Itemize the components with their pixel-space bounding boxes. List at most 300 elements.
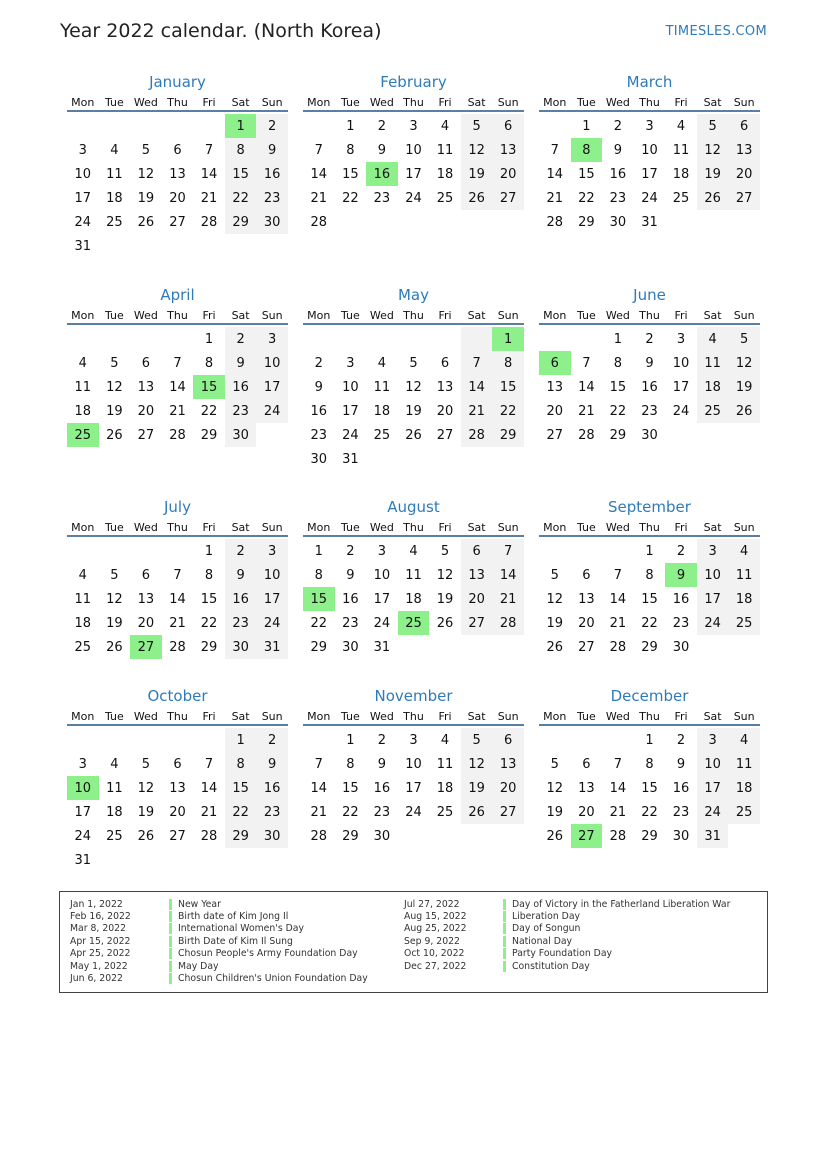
day-cell: 25 (697, 399, 729, 423)
day-cell: 21 (546, 190, 564, 206)
day-cell: 22 (200, 403, 218, 419)
day-cell: 24 (697, 611, 729, 635)
day-cell: 28 (310, 828, 328, 844)
day-cell: 23 (672, 615, 690, 631)
day-cell: 25 (436, 804, 454, 820)
day-cell: 25 (106, 828, 123, 844)
holiday-date: Apr 15, 2022 (70, 935, 131, 947)
day-cell: 19 (137, 190, 155, 206)
holiday-name: Chosun Children's Union Foundation Day (178, 973, 368, 985)
weekday-label: Sun (733, 710, 755, 723)
day-cell: 31 (641, 214, 658, 230)
weekday-label: Tue (576, 521, 596, 534)
holiday-name: May Day (178, 960, 219, 972)
empty-cell (130, 539, 162, 563)
day-cell: 2 (676, 543, 686, 559)
day-cell: 26 (137, 214, 155, 230)
day-cell: 2 (314, 355, 323, 371)
day-cell: 31 (74, 238, 92, 254)
day-cell: 1 (204, 331, 214, 347)
day-cell: 16 (672, 591, 690, 607)
day-cell: 12 (106, 591, 123, 607)
day-cell: 2 (225, 327, 257, 351)
day-cell: 4 (110, 142, 119, 158)
day-cell: 27 (578, 639, 595, 655)
day-cell: 27 (492, 800, 524, 824)
day-cell: 23 (256, 800, 288, 824)
empty-cell (162, 728, 194, 752)
day-cell: 30 (672, 639, 690, 655)
holiday-day-cell: 9 (665, 563, 697, 587)
day-grid (303, 327, 524, 471)
day-cell: 28 (169, 427, 186, 443)
weekday-label: Wed (133, 96, 158, 109)
holiday-date: Jun 6, 2022 (70, 973, 123, 985)
day-cell: 2 (676, 732, 686, 748)
day-cell: 17 (256, 587, 288, 611)
holiday-date: Mar 8, 2022 (70, 923, 126, 935)
day-cell: 22 (225, 186, 257, 210)
holiday-name: National Day (512, 935, 573, 947)
day-cell: 30 (225, 423, 257, 447)
weekday-label: Thu (639, 96, 660, 109)
day-cell: 23 (256, 186, 288, 210)
day-grid (67, 114, 288, 258)
empty-cell (398, 327, 430, 351)
day-cell: 27 (728, 186, 760, 210)
day-cell: 12 (546, 591, 564, 607)
day-cell: 5 (697, 114, 729, 138)
weekday-header (67, 521, 288, 537)
weekday-label: Fri (674, 710, 688, 723)
day-cell: 21 (200, 190, 218, 206)
day-cell: 5 (728, 327, 760, 351)
day-cell: 28 (492, 611, 524, 635)
month-name: August (387, 498, 440, 516)
empty-cell (99, 114, 131, 138)
day-cell: 10 (405, 756, 422, 772)
day-cell: 6 (728, 114, 760, 138)
day-cell: 3 (377, 543, 387, 559)
holiday-entry (404, 960, 730, 972)
day-cell: 25 (106, 214, 123, 230)
day-cell: 4 (440, 118, 450, 134)
holiday-entry (70, 935, 368, 947)
empty-cell (99, 327, 131, 351)
day-cell: 22 (310, 615, 328, 631)
day-cell: 10 (256, 351, 288, 375)
weekday-label: Mon (71, 96, 95, 109)
day-cell: 28 (578, 427, 595, 443)
holiday-date: Dec 27, 2022 (404, 960, 467, 972)
day-cell: 26 (461, 800, 493, 824)
day-cell: 2 (346, 543, 355, 559)
weekday-label: Fri (674, 96, 688, 109)
day-cell: 5 (440, 543, 450, 559)
holiday-day-cell: 8 (571, 138, 603, 162)
holiday-entry (70, 898, 368, 910)
month-july (67, 497, 288, 659)
holiday-marker (503, 948, 506, 959)
holiday-day-cell: 1 (225, 114, 257, 138)
month-april (67, 285, 288, 447)
day-cell: 7 (461, 351, 493, 375)
day-cell: 16 (672, 780, 690, 796)
day-cell: 15 (225, 776, 257, 800)
day-cell: 17 (256, 375, 288, 399)
day-cell: 11 (728, 563, 760, 587)
day-cell: 1 (346, 118, 355, 134)
day-cell: 23 (672, 804, 690, 820)
day-cell: 26 (546, 828, 564, 844)
holiday-entry (404, 910, 730, 922)
weekday-label: Sun (497, 96, 519, 109)
day-cell: 23 (373, 190, 391, 206)
weekday-label: Sun (733, 309, 755, 322)
day-grid (67, 539, 288, 659)
day-cell: 13 (461, 563, 493, 587)
holiday-date: Oct 10, 2022 (404, 948, 465, 960)
weekday-label: Thu (639, 521, 660, 534)
day-cell: 13 (137, 591, 155, 607)
day-cell: 20 (436, 403, 454, 419)
month-name: November (374, 687, 453, 705)
day-cell: 1 (225, 728, 257, 752)
holiday-marker (169, 936, 172, 947)
empty-cell (303, 114, 335, 138)
holiday-marker (503, 899, 506, 910)
day-cell: 23 (342, 615, 359, 631)
day-cell: 12 (436, 567, 454, 583)
day-cell: 5 (550, 756, 559, 772)
day-cell: 30 (641, 427, 658, 443)
holiday-marker (503, 923, 506, 934)
empty-cell (539, 539, 571, 563)
weekday-header (539, 710, 760, 726)
site-link[interactable]: TIMESLES.COM (665, 24, 767, 39)
weekday-header (539, 96, 760, 112)
holiday-entry (70, 960, 368, 972)
weekday-label: Mon (543, 309, 567, 322)
weekday-header (67, 309, 288, 325)
day-cell: 15 (342, 780, 359, 796)
empty-cell (602, 539, 634, 563)
holiday-day-cell: 27 (571, 824, 603, 848)
day-cell: 13 (728, 138, 760, 162)
day-cell: 17 (74, 190, 92, 206)
day-cell: 8 (204, 567, 214, 583)
holiday-name: International Women's Day (178, 923, 305, 935)
day-cell: 6 (582, 567, 591, 583)
weekday-label: Tue (576, 710, 596, 723)
weekday-label: Mon (307, 521, 331, 534)
day-cell: 11 (728, 752, 760, 776)
day-cell: 8 (204, 355, 214, 371)
day-cell: 17 (641, 166, 658, 182)
month-october (67, 686, 288, 872)
empty-cell (67, 114, 99, 138)
day-cell: 16 (256, 776, 288, 800)
day-grid (303, 539, 524, 659)
day-cell: 21 (200, 804, 218, 820)
day-cell: 13 (137, 379, 155, 395)
day-cell: 27 (436, 427, 454, 443)
holiday-entry (70, 923, 368, 935)
day-cell: 10 (697, 563, 729, 587)
month-august (303, 497, 524, 659)
weekday-label: Tue (104, 521, 124, 534)
day-cell: 2 (613, 118, 623, 134)
day-cell: 18 (697, 375, 729, 399)
day-cell: 16 (609, 166, 627, 182)
day-cell: 15 (578, 166, 595, 182)
day-cell: 4 (728, 728, 760, 752)
day-cell: 23 (609, 190, 627, 206)
day-cell: 11 (373, 379, 391, 395)
day-cell: 28 (461, 423, 493, 447)
day-cell: 21 (609, 615, 627, 631)
holiday-name: Birth date of Kim Jong Il (178, 911, 289, 923)
day-cell: 22 (641, 615, 658, 631)
day-cell: 19 (728, 375, 760, 399)
day-cell: 11 (74, 379, 92, 395)
day-cell: 1 (314, 543, 323, 559)
weekday-label: Thu (167, 96, 188, 109)
weekday-header (303, 96, 524, 112)
holiday-entry (404, 898, 730, 910)
day-cell: 24 (256, 399, 288, 423)
weekday-label: Fri (202, 96, 216, 109)
day-cell: 9 (613, 142, 623, 158)
holiday-marker (169, 961, 172, 972)
day-cell: 6 (492, 728, 524, 752)
day-cell: 20 (546, 403, 564, 419)
empty-cell (130, 327, 162, 351)
day-cell: 28 (200, 828, 218, 844)
day-cell: 15 (342, 166, 359, 182)
weekday-label: Mon (543, 521, 567, 534)
weekday-header (539, 521, 760, 537)
holiday-day-cell: 15 (303, 587, 335, 611)
holiday-day-cell: 10 (67, 776, 99, 800)
day-cell: 11 (106, 166, 123, 182)
day-cell: 2 (225, 539, 257, 563)
day-cell: 25 (373, 427, 391, 443)
day-cell: 10 (672, 355, 690, 371)
day-cell: 16 (641, 379, 658, 395)
month-name: July (164, 498, 191, 516)
day-cell: 27 (169, 828, 186, 844)
weekday-label: Thu (167, 309, 188, 322)
holiday-name: Chosun People's Army Foundation Day (178, 948, 358, 960)
weekday-label: Tue (104, 309, 124, 322)
day-grid (539, 114, 760, 234)
day-cell: 31 (256, 635, 288, 659)
weekday-label: Thu (403, 309, 424, 322)
day-cell: 24 (405, 804, 422, 820)
weekday-label: Wed (133, 521, 158, 534)
day-cell: 16 (225, 587, 257, 611)
day-cell: 23 (373, 804, 391, 820)
weekday-label: Wed (369, 96, 394, 109)
day-cell: 10 (373, 567, 391, 583)
day-cell: 31 (373, 639, 391, 655)
weekday-label: Mon (307, 96, 331, 109)
day-cell: 21 (310, 804, 328, 820)
empty-cell (193, 728, 225, 752)
empty-cell (67, 728, 99, 752)
holiday-entry (70, 910, 368, 922)
weekday-label: Mon (307, 309, 331, 322)
day-cell: 6 (173, 756, 182, 772)
day-cell: 7 (173, 355, 182, 371)
day-cell: 11 (436, 756, 454, 772)
weekday-label: Mon (307, 710, 331, 723)
weekday-label: Tue (576, 96, 596, 109)
day-cell: 16 (225, 375, 257, 399)
day-cell: 12 (137, 780, 155, 796)
day-cell: 19 (106, 403, 123, 419)
day-cell: 22 (641, 804, 658, 820)
weekday-label: Fri (674, 521, 688, 534)
weekday-label: Wed (605, 309, 630, 322)
day-cell: 7 (492, 539, 524, 563)
day-cell: 22 (342, 804, 359, 820)
day-cell: 6 (492, 114, 524, 138)
weekday-label: Wed (369, 309, 394, 322)
day-cell: 26 (405, 427, 422, 443)
day-cell: 31 (697, 824, 729, 848)
holiday-marker (503, 961, 506, 972)
holiday-date: Apr 25, 2022 (70, 948, 131, 960)
day-cell: 5 (550, 567, 559, 583)
day-cell: 9 (645, 355, 654, 371)
day-cell: 25 (74, 639, 92, 655)
day-cell: 29 (342, 828, 359, 844)
day-cell: 30 (256, 210, 288, 234)
day-cell: 3 (346, 355, 355, 371)
day-cell: 4 (78, 567, 87, 583)
day-cell: 2 (377, 732, 387, 748)
day-cell: 18 (728, 776, 760, 800)
weekday-label: Sun (497, 521, 519, 534)
holiday-marker (169, 973, 172, 984)
day-cell: 12 (106, 379, 123, 395)
holiday-day-cell: 1 (492, 327, 524, 351)
day-cell: 18 (405, 591, 422, 607)
weekday-label: Thu (167, 521, 188, 534)
day-cell: 25 (728, 800, 760, 824)
holiday-entry (404, 935, 730, 947)
day-cell: 13 (492, 138, 524, 162)
day-cell: 6 (141, 355, 151, 371)
day-cell: 3 (697, 539, 729, 563)
day-cell: 11 (74, 591, 92, 607)
day-cell: 25 (436, 190, 454, 206)
weekday-label: Wed (133, 309, 158, 322)
page-title: Year 2022 calendar. (North Korea) (60, 20, 382, 42)
day-cell: 23 (310, 427, 328, 443)
day-grid (539, 728, 760, 848)
weekday-label: Wed (605, 710, 630, 723)
holiday-name: Constitution Day (512, 960, 590, 972)
day-cell: 19 (546, 804, 564, 820)
day-grid (303, 728, 524, 848)
day-cell: 24 (672, 403, 690, 419)
day-cell: 6 (141, 567, 151, 583)
day-cell: 18 (74, 615, 92, 631)
day-cell: 3 (78, 142, 87, 158)
day-cell: 1 (645, 732, 654, 748)
day-cell: 26 (137, 828, 155, 844)
day-cell: 5 (409, 355, 418, 371)
day-cell: 7 (173, 567, 182, 583)
day-cell: 10 (405, 142, 422, 158)
weekday-label: Wed (605, 521, 630, 534)
day-cell: 1 (346, 732, 355, 748)
weekday-label: Wed (369, 521, 394, 534)
day-cell: 4 (440, 732, 450, 748)
month-name: June (633, 286, 666, 304)
day-cell: 23 (225, 611, 257, 635)
weekday-label: Tue (340, 309, 360, 322)
day-cell: 1 (645, 543, 654, 559)
weekday-label: Wed (369, 710, 394, 723)
day-cell: 4 (676, 118, 686, 134)
weekday-label: Wed (133, 710, 158, 723)
holiday-name: Liberation Day (512, 911, 581, 923)
month-name: March (626, 73, 673, 91)
day-cell: 14 (609, 591, 627, 607)
day-cell: 14 (492, 563, 524, 587)
weekday-label: Fri (438, 309, 452, 322)
day-cell: 24 (74, 828, 92, 844)
weekday-label: Sat (231, 309, 250, 322)
weekday-label: Fri (438, 710, 452, 723)
day-cell: 16 (373, 780, 391, 796)
day-cell: 15 (225, 162, 257, 186)
day-cell: 14 (200, 166, 218, 182)
weekday-header (67, 710, 288, 726)
day-cell: 18 (373, 403, 391, 419)
day-cell: 20 (578, 804, 595, 820)
holiday-date: Sep 9, 2022 (404, 935, 460, 947)
day-cell: 19 (461, 162, 493, 186)
day-cell: 8 (613, 355, 623, 371)
day-cell: 21 (169, 403, 186, 419)
day-cell: 22 (578, 190, 595, 206)
weekday-label: Tue (340, 96, 360, 109)
day-cell: 27 (137, 427, 155, 443)
holiday-name: Birth Date of Kim Il Sung (178, 935, 293, 947)
month-december (539, 686, 760, 848)
day-cell: 1 (582, 118, 591, 134)
day-cell: 10 (342, 379, 359, 395)
day-cell: 3 (78, 756, 87, 772)
day-cell: 17 (405, 780, 422, 796)
holiday-marker (169, 948, 172, 959)
weekday-label: Sat (703, 521, 722, 534)
weekday-label: Fri (202, 710, 216, 723)
weekday-label: Sat (231, 521, 250, 534)
holiday-entry (70, 972, 368, 984)
weekday-label: Tue (104, 710, 124, 723)
empty-cell (67, 327, 99, 351)
day-cell: 5 (110, 355, 119, 371)
day-cell: 17 (405, 166, 422, 182)
weekday-label: Sun (261, 710, 283, 723)
day-cell: 21 (578, 403, 595, 419)
